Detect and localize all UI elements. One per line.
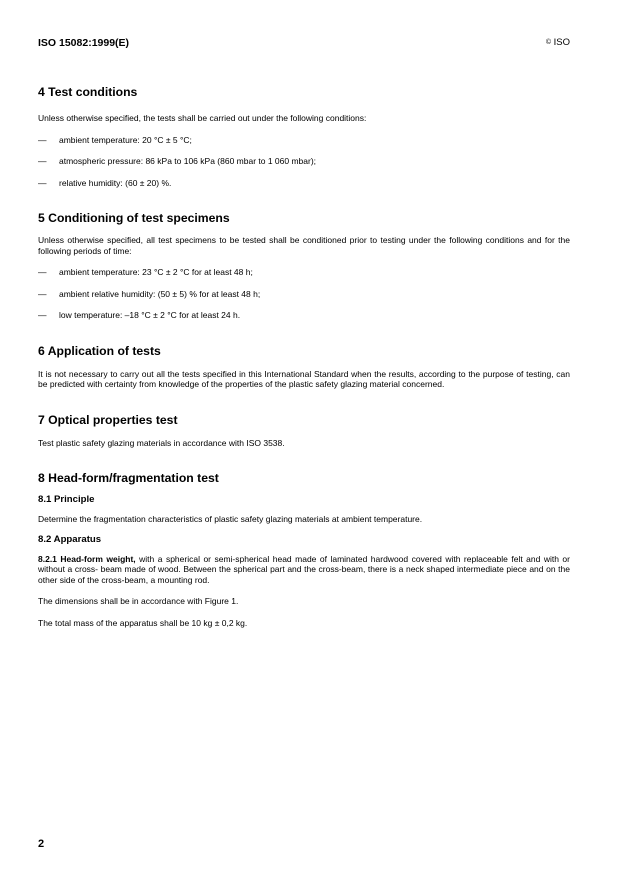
copyright-symbol: © xyxy=(545,39,551,46)
section-8-1-body: Determine the fragmentation characteristics of plastic safety glazing materials at ambient temperature. xyxy=(38,514,423,524)
section-heading-8: 8 Head-form/fragmentation test xyxy=(38,471,219,485)
section-4-intro: Unless otherwise specified, the tests shall be carried out under the following conditions: xyxy=(38,113,367,123)
subsection-label-8-2-1: 8.2.1 Head-form weight, xyxy=(38,553,136,564)
section-8-2-1-body: 8.2.1 Head-form weight, with a spherical or semi-spherical head made of laminated hardwood covered with replaceable felt and with or without a cross- beam made of wood. Between the spherical part and the cross-beam, there is a neck shaped intermediate piece and on the other side of the cross-beam, a mounting rod. xyxy=(38,553,570,585)
list-item: — relative humidity: (60 ± 20) %. xyxy=(38,177,172,188)
section-heading-5: 5 Conditioning of test specimens xyxy=(38,211,230,225)
section-heading-7: 7 Optical properties test xyxy=(38,412,178,427)
list-item: — ambient temperature: 23 °C ± 2 °C for at least 48 h; xyxy=(38,267,253,277)
dash-bullet: — xyxy=(38,288,47,299)
list-item: — atmospheric pressure: 86 kPa to 106 kPa (860 mbar to 1 060 mbar); xyxy=(38,156,317,166)
copyright-org: ISO xyxy=(553,37,570,48)
dash-bullet: — xyxy=(38,310,47,320)
dash-bullet: — xyxy=(38,267,47,277)
section-heading-6: 6 Application of tests xyxy=(38,343,161,358)
list-item: — ambient temperature: 20 °C ± 5 °C; xyxy=(38,134,192,145)
list-item: — ambient relative humidity: (50 ± 5) % for at least 48 h; xyxy=(38,288,261,299)
dash-bullet: — xyxy=(38,134,47,145)
dash-bullet: — xyxy=(38,156,47,166)
subsection-heading-8-2: 8.2 Apparatus xyxy=(38,533,102,545)
section-7-body: Test plastic safety glazing materials in accordance with ISO 3538. xyxy=(38,437,285,448)
section-5-intro: Unless otherwise specified, all test specimens to be tested shall be conditioned prior to testing under the following conditions and for the following periods of time: xyxy=(38,235,570,256)
subsection-heading-8-1: 8.1 Principle xyxy=(38,494,95,505)
section-6-body: It is not necessary to carry out all the tests specified in this International Standard when the results, according to the purpose of testing, can be predicted with certainty from knowledge of the properties of the plastic safety glazing material concerned. xyxy=(38,368,570,389)
document-content xyxy=(38,84,570,628)
copyright-notice xyxy=(546,37,570,48)
dash-bullet: — xyxy=(38,177,47,188)
mass-statement: The total mass of the apparatus shall be 10 kg ± 0,2 kg. xyxy=(38,617,248,628)
dimensions-statement: The dimensions shall be in accordance with Figure 1. xyxy=(38,596,239,606)
document-id: ISO 15082:1999(E) xyxy=(38,37,130,49)
list-item: — low temperature: –18 °C ± 2 °C for at least 24 h. xyxy=(38,310,241,320)
page-number: 2 xyxy=(38,838,45,850)
page-header xyxy=(38,37,570,51)
section-heading-4: 4 Test conditions xyxy=(38,85,138,99)
